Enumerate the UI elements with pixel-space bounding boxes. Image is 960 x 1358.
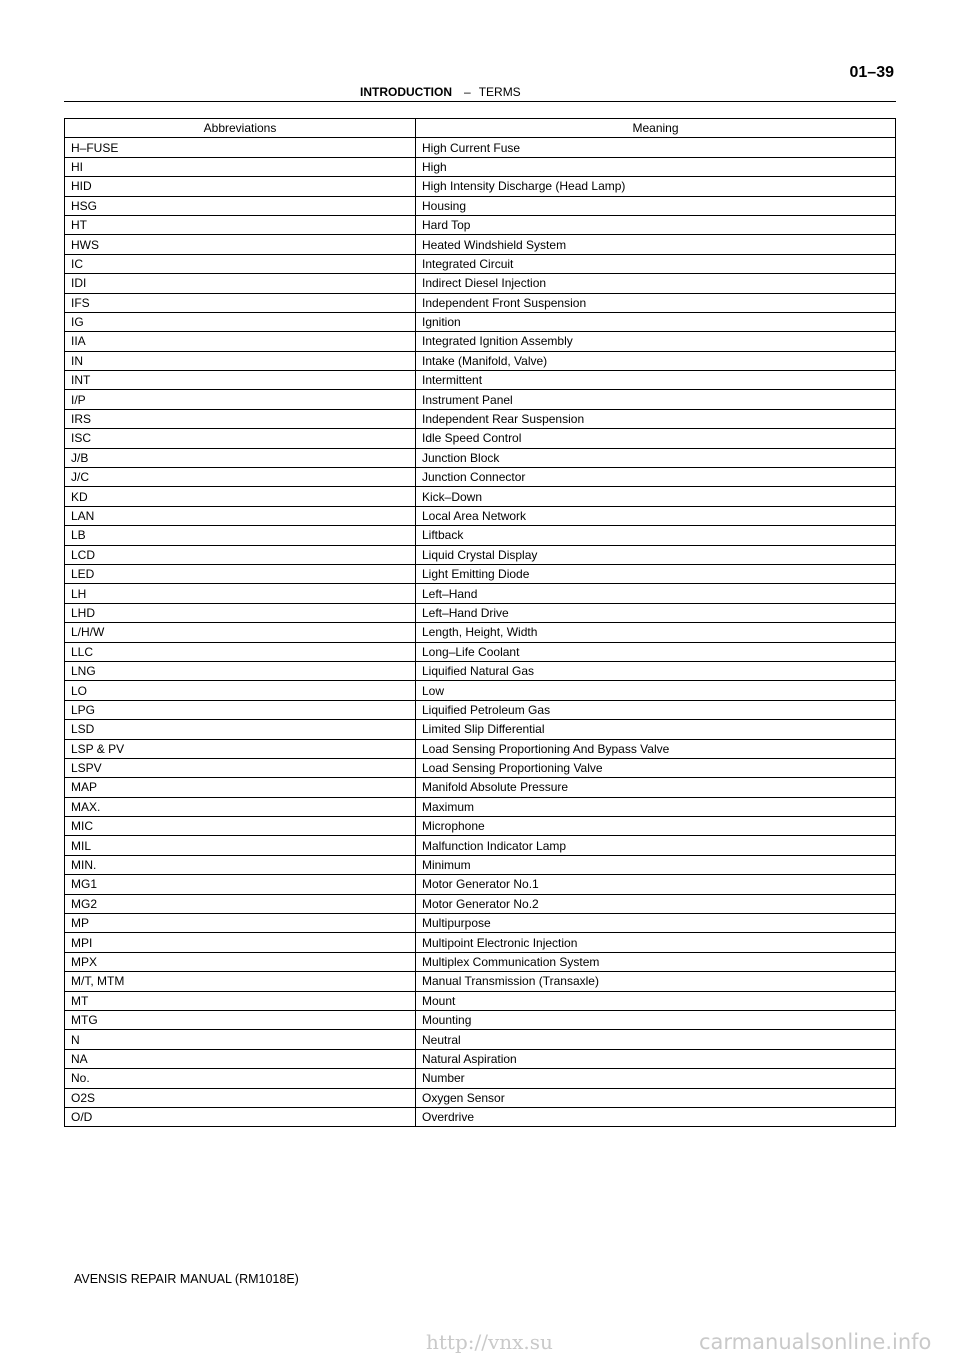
table-row <box>65 914 896 933</box>
table-row <box>65 584 896 603</box>
meaning-cell: Limited Slip Differential <box>416 720 896 739</box>
table-row <box>65 293 896 312</box>
abbreviation-cell: IN <box>65 351 416 370</box>
abbreviation-cell: L/H/W <box>65 623 416 642</box>
watermark-url: http://vnx.su <box>426 1330 553 1354</box>
abbreviation-cell: LSD <box>65 720 416 739</box>
meaning-cell: Multipoint Electronic Injection <box>416 933 896 952</box>
table-row <box>65 623 896 642</box>
abbreviation-cell: ISC <box>65 429 416 448</box>
section-name: INTRODUCTION <box>360 85 452 99</box>
abbreviation-cell: MTG <box>65 1010 416 1029</box>
meaning-cell: Length, Height, Width <box>416 623 896 642</box>
table-row <box>65 138 896 157</box>
abbreviation-cell: N <box>65 1030 416 1049</box>
table-row <box>65 312 896 331</box>
abbreviation-cell: INT <box>65 371 416 390</box>
table-row <box>65 157 896 176</box>
abbreviation-cell: MP <box>65 914 416 933</box>
abbreviation-cell: LH <box>65 584 416 603</box>
table-row <box>65 700 896 719</box>
table-row <box>65 758 896 777</box>
abbreviation-cell: HWS <box>65 235 416 254</box>
meaning-cell: Natural Aspiration <box>416 1049 896 1068</box>
meaning-cell: Local Area Network <box>416 506 896 525</box>
page-number: 01–39 <box>849 64 894 81</box>
meaning-cell: Multiplex Communication System <box>416 952 896 971</box>
meaning-cell: Motor Generator No.2 <box>416 894 896 913</box>
table-row <box>65 739 896 758</box>
table-row <box>65 642 896 661</box>
table-row <box>65 332 896 351</box>
abbreviation-cell: MG2 <box>65 894 416 913</box>
abbreviation-cell: MAP <box>65 778 416 797</box>
table-row <box>65 448 896 467</box>
table-row <box>65 1069 896 1088</box>
page-header <box>64 64 896 102</box>
table-row <box>65 1088 896 1107</box>
abbreviation-cell: LSPV <box>65 758 416 777</box>
meaning-cell: Independent Rear Suspension <box>416 409 896 428</box>
meaning-cell: Indirect Diesel Injection <box>416 274 896 293</box>
abbreviation-cell: IDI <box>65 274 416 293</box>
abbreviation-cell: LB <box>65 526 416 545</box>
meaning-cell: Load Sensing Proportioning Valve <box>416 758 896 777</box>
meaning-cell: Liquified Natural Gas <box>416 661 896 680</box>
meaning-cell: Junction Connector <box>416 468 896 487</box>
table-row <box>65 429 896 448</box>
column-header-abbreviations: Abbreviations <box>65 119 416 138</box>
meaning-cell: Mounting <box>416 1010 896 1029</box>
abbreviation-cell: MIC <box>65 817 416 836</box>
table-row <box>65 526 896 545</box>
meaning-cell: High <box>416 157 896 176</box>
table-row <box>65 1107 896 1126</box>
table-row <box>65 778 896 797</box>
meaning-cell: Ignition <box>416 312 896 331</box>
abbreviation-cell: MIL <box>65 836 416 855</box>
table-row <box>65 196 896 215</box>
abbreviation-cell: MG1 <box>65 875 416 894</box>
meaning-cell: Low <box>416 681 896 700</box>
meaning-cell: Number <box>416 1069 896 1088</box>
table-row <box>65 797 896 816</box>
meaning-cell: Overdrive <box>416 1107 896 1126</box>
meaning-cell: Liftback <box>416 526 896 545</box>
table-row <box>65 952 896 971</box>
abbreviation-cell: NA <box>65 1049 416 1068</box>
abbreviation-cell: HI <box>65 157 416 176</box>
table-row <box>65 371 896 390</box>
abbreviation-cell: IG <box>65 312 416 331</box>
abbreviation-cell: LNG <box>65 661 416 680</box>
table-row <box>65 720 896 739</box>
meaning-cell: Minimum <box>416 855 896 874</box>
abbreviation-cell: O/D <box>65 1107 416 1126</box>
abbreviation-cell: J/B <box>65 448 416 467</box>
meaning-cell: Hard Top <box>416 215 896 234</box>
table-row <box>65 991 896 1010</box>
meaning-cell: Motor Generator No.1 <box>416 875 896 894</box>
subsection-name: TERMS <box>478 85 521 99</box>
abbreviation-cell: LHD <box>65 603 416 622</box>
abbreviation-cell: LLC <box>65 642 416 661</box>
abbreviation-cell: IC <box>65 254 416 273</box>
abbreviation-cell: H–FUSE <box>65 138 416 157</box>
table-row <box>65 351 896 370</box>
meaning-cell: Microphone <box>416 817 896 836</box>
abbreviation-cell: No. <box>65 1069 416 1088</box>
meaning-cell: Oxygen Sensor <box>416 1088 896 1107</box>
table-row <box>65 1049 896 1068</box>
meaning-cell: Heated Windshield System <box>416 235 896 254</box>
table-row <box>65 1030 896 1049</box>
table-row <box>65 506 896 525</box>
meaning-cell: Mount <box>416 991 896 1010</box>
table-row <box>65 933 896 952</box>
meaning-cell: Intake (Manifold, Valve) <box>416 351 896 370</box>
meaning-cell: Integrated Circuit <box>416 254 896 273</box>
abbreviation-cell: IFS <box>65 293 416 312</box>
meaning-cell: Independent Front Suspension <box>416 293 896 312</box>
table-header-row <box>65 119 896 138</box>
table-body <box>65 138 896 1127</box>
abbreviation-cell: IRS <box>65 409 416 428</box>
table-row <box>65 894 896 913</box>
footer-manual-title: AVENSIS REPAIR MANUAL (RM1018E) <box>74 1272 299 1286</box>
meaning-cell: Integrated Ignition Assembly <box>416 332 896 351</box>
meaning-cell: Housing <box>416 196 896 215</box>
abbreviation-cell: HT <box>65 215 416 234</box>
table-row <box>65 875 896 894</box>
table-row <box>65 1010 896 1029</box>
meaning-cell: High Current Fuse <box>416 138 896 157</box>
table-row <box>65 274 896 293</box>
abbreviation-cell: MPI <box>65 933 416 952</box>
meaning-cell: Left–Hand <box>416 584 896 603</box>
abbreviation-cell: LSP & PV <box>65 739 416 758</box>
abbreviation-cell: MPX <box>65 952 416 971</box>
meaning-cell: Instrument Panel <box>416 390 896 409</box>
abbreviation-cell: I/P <box>65 390 416 409</box>
meaning-cell: Kick–Down <box>416 487 896 506</box>
meaning-cell: Liquified Petroleum Gas <box>416 700 896 719</box>
meaning-cell: Junction Block <box>416 448 896 467</box>
meaning-cell: Liquid Crystal Display <box>416 545 896 564</box>
watermark-site: carmanualsonline.info <box>699 1330 932 1354</box>
table-row <box>65 972 896 991</box>
meaning-cell: Left–Hand Drive <box>416 603 896 622</box>
table-row <box>65 177 896 196</box>
table-row <box>65 855 896 874</box>
meaning-cell: Manual Transmission (Transaxle) <box>416 972 896 991</box>
abbreviation-cell: HSG <box>65 196 416 215</box>
meaning-cell: Idle Speed Control <box>416 429 896 448</box>
meaning-cell: High Intensity Discharge (Head Lamp) <box>416 177 896 196</box>
table-row <box>65 836 896 855</box>
abbreviation-cell: IIA <box>65 332 416 351</box>
column-header-meaning: Meaning <box>416 119 896 138</box>
meaning-cell: Load Sensing Proportioning And Bypass Valve <box>416 739 896 758</box>
meaning-cell: Neutral <box>416 1030 896 1049</box>
meaning-cell: Manifold Absolute Pressure <box>416 778 896 797</box>
abbreviation-cell: J/C <box>65 468 416 487</box>
table-row <box>65 235 896 254</box>
table-row <box>65 409 896 428</box>
abbreviations-table <box>64 118 896 1127</box>
table-row <box>65 661 896 680</box>
abbreviation-cell: O2S <box>65 1088 416 1107</box>
abbreviation-cell: MIN. <box>65 855 416 874</box>
abbreviation-cell: LCD <box>65 545 416 564</box>
abbreviation-cell: LPG <box>65 700 416 719</box>
meaning-cell: Light Emitting Diode <box>416 564 896 583</box>
meaning-cell: Intermittent <box>416 371 896 390</box>
section-separator: – <box>464 85 471 99</box>
table-row <box>65 254 896 273</box>
table-row <box>65 215 896 234</box>
meaning-cell: Malfunction Indicator Lamp <box>416 836 896 855</box>
abbreviation-cell: LED <box>65 564 416 583</box>
table-row <box>65 564 896 583</box>
abbreviation-cell: HID <box>65 177 416 196</box>
meaning-cell: Multipurpose <box>416 914 896 933</box>
header-rule <box>64 101 896 102</box>
meaning-cell: Long–Life Coolant <box>416 642 896 661</box>
table-row <box>65 468 896 487</box>
table-row <box>65 681 896 700</box>
table-row <box>65 487 896 506</box>
section-title <box>360 85 521 99</box>
abbreviation-cell: KD <box>65 487 416 506</box>
abbreviation-cell: LAN <box>65 506 416 525</box>
table-row <box>65 603 896 622</box>
meaning-cell: Maximum <box>416 797 896 816</box>
abbreviation-cell: MT <box>65 991 416 1010</box>
abbreviation-cell: M/T, MTM <box>65 972 416 991</box>
table-row <box>65 817 896 836</box>
abbreviation-cell: LO <box>65 681 416 700</box>
table-row <box>65 545 896 564</box>
abbreviation-cell: MAX. <box>65 797 416 816</box>
table-row <box>65 390 896 409</box>
